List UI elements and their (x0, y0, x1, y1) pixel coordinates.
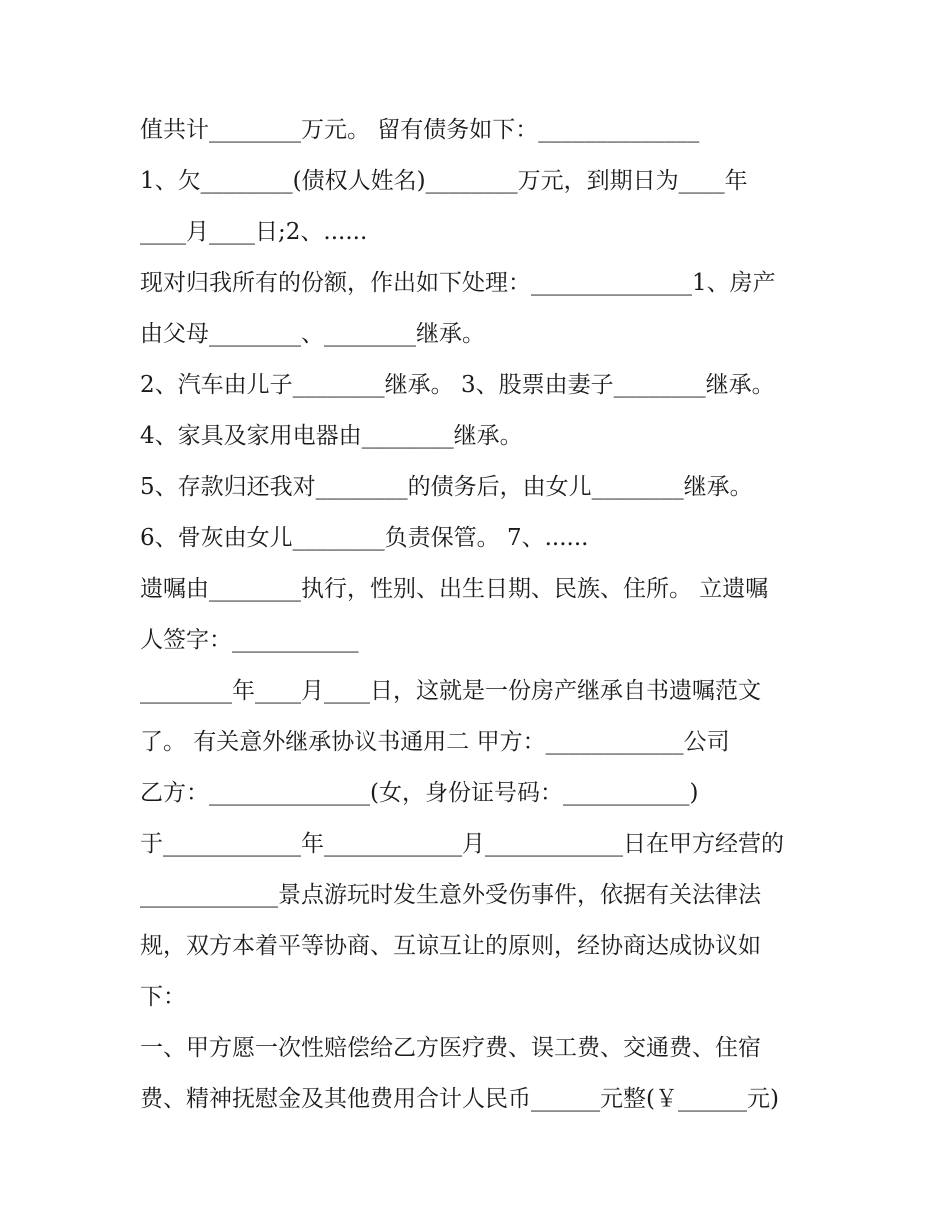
document-body (140, 112, 820, 1132)
text-line: 于____________年____________月____________日在甲方经营的 (140, 831, 784, 857)
text-line: 乙方：______________(女，身份证号码：___________) (140, 780, 699, 806)
text-line: 现对归我所有的份额，作出如下处理：______________1、房产 (140, 270, 776, 296)
text-line: 5、存款归还我对________的债务后，由女儿________继承。 (140, 474, 753, 500)
text-line: 1、欠________(债权人姓名)________万元，到期日为____年 (140, 168, 748, 194)
text-line: 值共计________万元。 留有债务如下：______________ (140, 117, 700, 143)
text-line: 规，双方本着平等协商、互谅互让的原则，经协商达成协议如 (140, 933, 761, 959)
text-line: 人签字：___________ (140, 627, 359, 653)
text-line: 了。 有关意外继承协议书通用二 甲方：____________公司 (140, 729, 730, 755)
text-line: 遗嘱由________执行，性别、出生日期、民族、住所。 立遗嘱 (140, 576, 769, 602)
text-line: ________年____月____日，这就是一份房产继承自书遗嘱范文 (140, 678, 761, 704)
text-line: 由父母________、________继承。 (140, 321, 485, 347)
text-line: 4、家具及家用电器由________继承。 (140, 423, 523, 449)
text-line: 费、精神抚慰金及其他费用合计人民币______元整(￥______元) (140, 1086, 779, 1112)
text-line: 一、甲方愿一次性赔偿给乙方医疗费、误工费、交通费、住宿 (140, 1035, 761, 1061)
text-line: 下： (140, 984, 186, 1010)
text-line: 6、骨灰由女儿________负责保管。 7、...... (140, 525, 589, 551)
text-line: ____________景点游玩时发生意外受伤事件，依据有关法律法 (140, 882, 761, 908)
text-line: 2、汽车由儿子________继承。 3、股票由妻子________继承。 (140, 372, 775, 398)
text-line: ____月____日;2、...... (140, 219, 368, 245)
